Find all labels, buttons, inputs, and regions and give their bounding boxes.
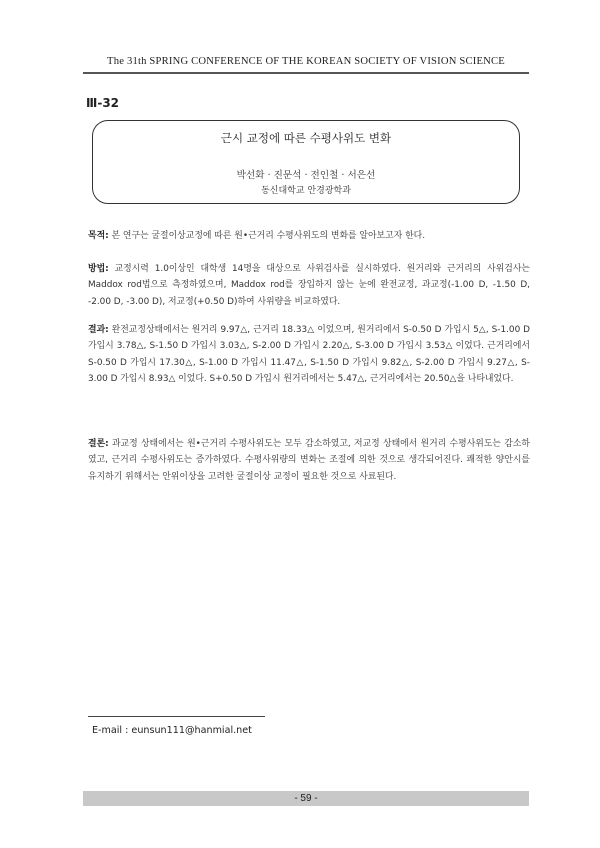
method-paragraph (88, 261, 530, 310)
result-label: 결과: (88, 325, 109, 335)
title-box (92, 120, 520, 204)
purpose-text: 본 연구는 굴절이상교정에 따른 원•근거리 수평사위도의 변화를 알아보고자 한다. (108, 231, 426, 241)
method-text: 교정시력 1.0이상인 대학생 14명을 대상으로 사위검사를 실시하였다. 원거리와 근거리의 사위검사는 Maddox rod법으로 측정하였으며, Maddox rod를 장입하지 않는 눈에 완전교정, 과교정(-1.00 D, -1.50 D, -2.00 D, -3.00 D), 저교정(+0.50 D)하여 사위량을 비교하였다. (88, 264, 530, 307)
conclusion-paragraph (88, 436, 530, 485)
page-number: - 59 - (294, 793, 318, 804)
section-code: Ⅲ-32 (86, 96, 120, 110)
method-label: 방법: (88, 264, 109, 274)
paper-title: 근시 교정에 따른 수평사위도 변화 (220, 131, 392, 145)
conclusion-text: 과교정 상태에서는 원•근거리 수평사위도는 모두 감소하였고, 저교정 상태에서 원거리 수평사위도는 감소하였고, 근거리 수평사위도는 증가하였다. 수평사위량의 변화는 조절에 의한 것으로 생각되어진다. 쾌적한 양안시를 유지하기 위해서는 안위이상을 고려한 굴절이상 교정이 필요한 것으로 사료된다. (88, 439, 530, 482)
result-paragraph (88, 322, 530, 388)
author-email: E-mail : eunsun111@hanmial.net (92, 725, 252, 736)
conference-header: The 31th SPRING CONFERENCE OF THE KOREAN SOCIETY OF VISION SCIENCE (107, 56, 505, 67)
page-number-bar (83, 791, 529, 806)
header-rule (83, 72, 529, 74)
paper-authors: 박선화 · 진문석 · 전인철 · 서은선 (236, 170, 376, 181)
footnote-rule (88, 716, 265, 717)
conclusion-label: 결론: (88, 439, 109, 449)
result-text: 완전교정상태에서는 원거리 9.97△, 근거리 18.33△ 이었으며, 원거리에서 S-0.50 D 가입시 5△, S-1.00 D 가입시 3.78△, S-1.50 D 가입시 3.03△, S-2.00 D 가입시 2.20△, S-3.00 D 가입시 3.53△ 이었다. 근거리에서 S-0.50 D 가입시 17.30△, S-1.00 D 가입시 11.47△, S-1.50 D 가입시 9.82△, S-2.00 D 가입시 9.27△, S-3.00 D 가입시 8.93△ 이었다. S+0.50 D 가입시 원거리에서는 5.47△, 근거리에서는 20.50△을 나타내었다. (88, 325, 530, 385)
paper-affiliation: 동신대학교 안경광학과 (261, 186, 351, 196)
purpose-label: 목적: (88, 231, 109, 241)
purpose-paragraph (88, 228, 530, 244)
